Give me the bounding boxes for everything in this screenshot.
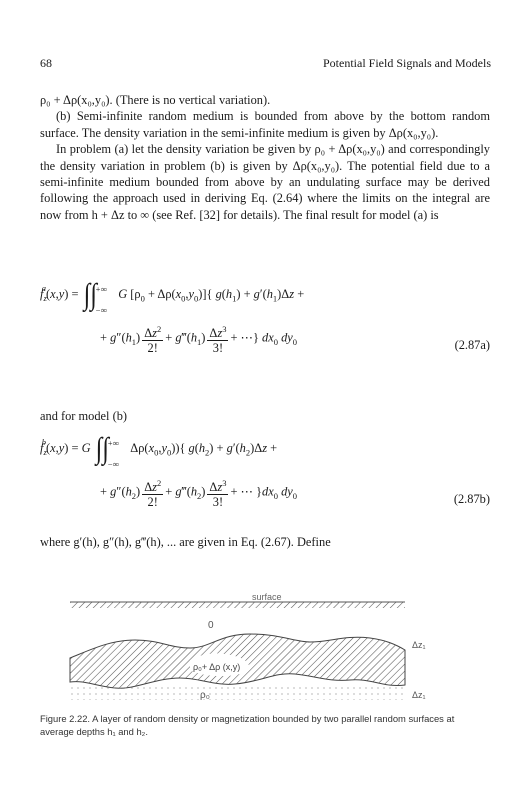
- page-header: [40, 56, 491, 72]
- equation-2-87b: [40, 434, 490, 514]
- equation-2-87b-line1: $f_z^b(x,y) = G$ ∫∫ +∞ −∞ $\Delta\rho(x_0,y_0)$){ $g(h_2) + g'(h_2)\Delta z$ +: [40, 432, 278, 469]
- label-rho0: ρ₀: [200, 690, 210, 701]
- label-delta-z-upper: Δz₁: [412, 640, 426, 650]
- body-text-top: [40, 92, 490, 223]
- paragraph-model-b-intro: and for model (b): [40, 409, 128, 423]
- paragraph-where: where g′(h), g″(h), g‴(h), ... are given in Eq. (2.67). Define: [40, 535, 331, 549]
- label-delta-z-lower: Δz₁: [412, 690, 426, 700]
- lower-medium: [70, 686, 405, 700]
- layer-diagram: [40, 590, 490, 702]
- paragraph-model-a-end: ρ₀ + Δρ(x₀,y₀). (There is no vertical variation).: [40, 93, 271, 107]
- figure-caption: Figure 2.22. A layer of random density or magnetization bounded by two parallel random surfaces at average depths h₁ and h₂.: [40, 713, 455, 737]
- equation-number-2-87b: (2.87b): [453, 492, 490, 506]
- equation-2-87a-line2: + $g''(h_1)$ $\frac{\Delta z^2}{2!}$ + $g‴(h_1)$ $\frac{\Delta z^3}{3!}$ + ⋯} $dx_0$ $dy_0$: [100, 324, 298, 356]
- equation-2-87b-line2: + $g''(h_2)$ $\frac{\Delta z^2}{2!}$ + $g‴(h_2)$ $\frac{\Delta z^3}{3!}$ + ⋯ }$dx_0$ $dy_0$: [100, 478, 298, 510]
- paragraph-problem: In problem (a) let the density variation be given by ρ₀ + Δρ(x₀,y₀) and correspondingly the density variation in problem (b) is given by Δρ(x₀,y₀). The potential field due to a semi-infinite medium bounded from above by an undulating surface may be derived following the approach used in deriving Eq. (2.64) where the limits on the integral are now from h + Δz to ∞ (see Ref. [32] for details). The final result for model (a) is: [40, 142, 490, 222]
- figure-2-22: [40, 590, 490, 702]
- page-number: 68: [40, 56, 52, 70]
- equation-2-87a-line1: $f_z^a(x,y)$ = ∫∫ +∞ −∞ G $[\rho_0 + \Delta\rho(x_0,y_0)]${ $g(h_1) + g'(h_1)\Delta z$ +: [40, 278, 305, 315]
- body-text-model-b: [40, 408, 490, 424]
- label-surface: surface: [252, 592, 282, 602]
- label-layer-density: ρ₀+ Δρ (x,y): [193, 662, 241, 672]
- running-title: Potential Field Signals and Models: [323, 56, 491, 70]
- equation-number-2-87a: (2.87a): [454, 338, 490, 352]
- surface-hatch: [70, 602, 405, 608]
- paragraph-model-b: (b) Semi-infinite random medium is bounded from above by the bottom random surface. The density variation in the semi-infinite medium is given by Δρ(x₀,y₀).: [40, 109, 490, 140]
- body-text-where: [40, 534, 490, 550]
- label-top-density: 0: [208, 620, 214, 631]
- equation-2-87a: [40, 280, 490, 360]
